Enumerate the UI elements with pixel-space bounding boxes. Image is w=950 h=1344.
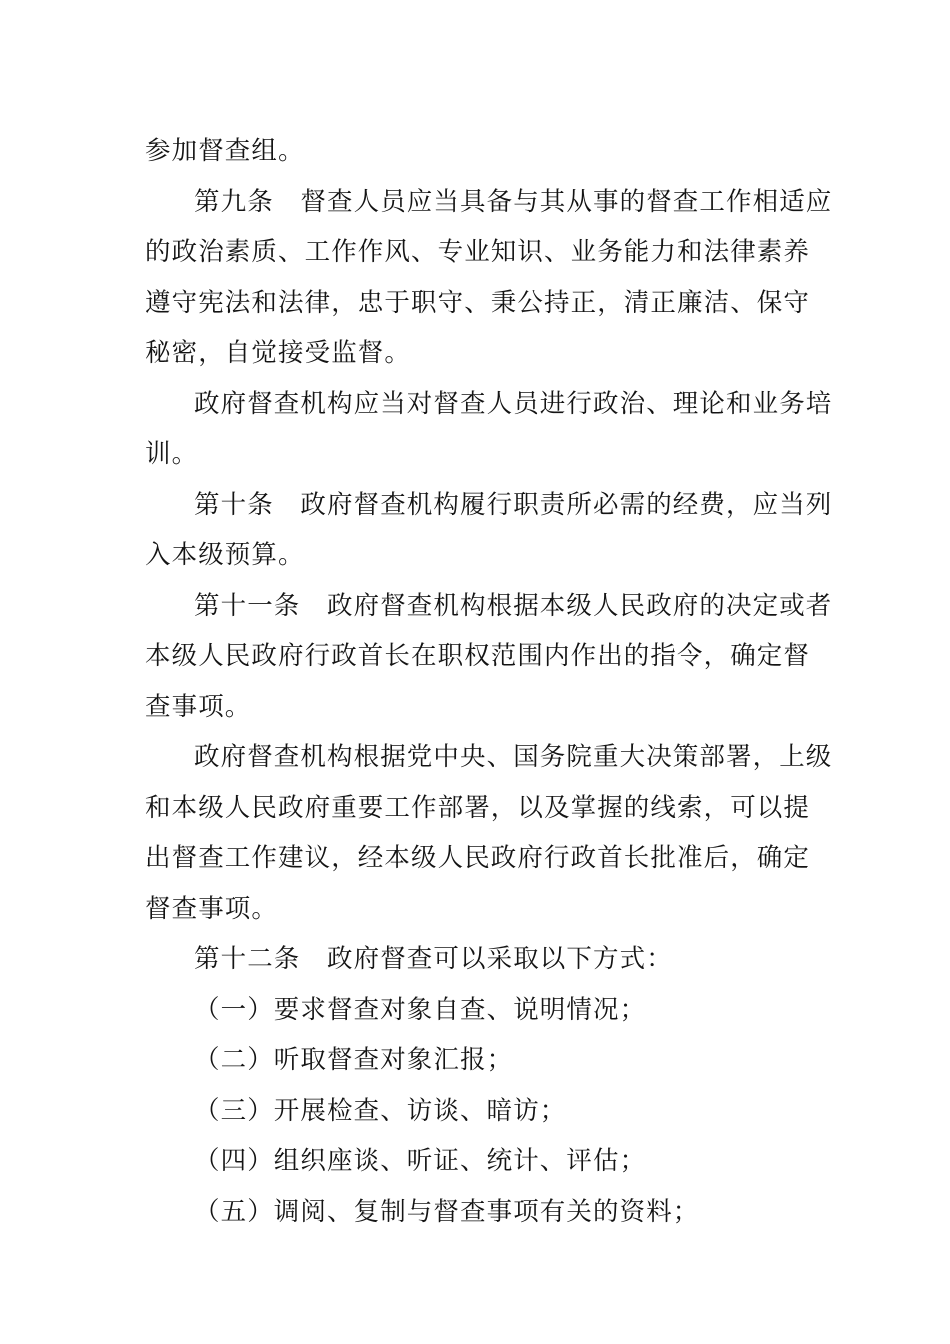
text-line: 本级人民政府行政首长在职权范围内作出的指令，确定督 xyxy=(145,641,811,671)
paragraph-start-line: 政府督查机构应当对督查人员进行政治、理论和业务培 xyxy=(194,388,833,419)
text-line: 遵守宪法和法律，忠于职守、秉公持正，清正廉洁、保守 xyxy=(145,287,811,318)
list-item-1: （一）要求督查对象自查、说明情况； xyxy=(194,994,647,1025)
text-line: 入本级预算。 xyxy=(145,540,305,570)
text-line: 的政治素质、工作作风、专业知识、业务能力和法律素养 xyxy=(145,237,811,267)
article-10-heading-line: 第十条 政府督查机构履行职责所必需的经费，应当列 xyxy=(194,489,833,520)
list-item-4: （四）组织座谈、听证、统计、评估； xyxy=(194,1146,647,1176)
list-item-2: （二）听取督查对象汇报； xyxy=(194,1045,514,1075)
article-11-heading-line: 第十一条 政府督查机构根据本级人民政府的决定或者 xyxy=(194,590,833,621)
article-9-heading-line: 第九条 督查人员应当具备与其从事的督查工作相适应 xyxy=(194,186,833,217)
text-line: 出督查工作建议，经本级人民政府行政首长批准后，确定 xyxy=(145,843,811,873)
list-item-3: （三）开展检查、访谈、暗访； xyxy=(194,1095,567,1126)
text-line: 秘密，自觉接受监督。 xyxy=(145,338,412,368)
paragraph-start-line: 政府督查机构根据党中央、国务院重大决策部署，上级 xyxy=(194,742,833,772)
text-line: 训。 xyxy=(145,439,199,469)
text-line: 督查事项。 xyxy=(145,893,279,924)
text-line: 和本级人民政府重要工作部署，以及掌握的线索，可以提 xyxy=(145,792,811,823)
article-12-heading-line: 第十二条 政府督查可以采取以下方式： xyxy=(194,944,673,974)
list-item-5: （五）调阅、复制与督查事项有关的资料； xyxy=(194,1196,700,1227)
document-body xyxy=(145,126,833,1237)
text-line: 参加督查组。 xyxy=(145,136,305,166)
text-line: 查事项。 xyxy=(145,691,252,722)
